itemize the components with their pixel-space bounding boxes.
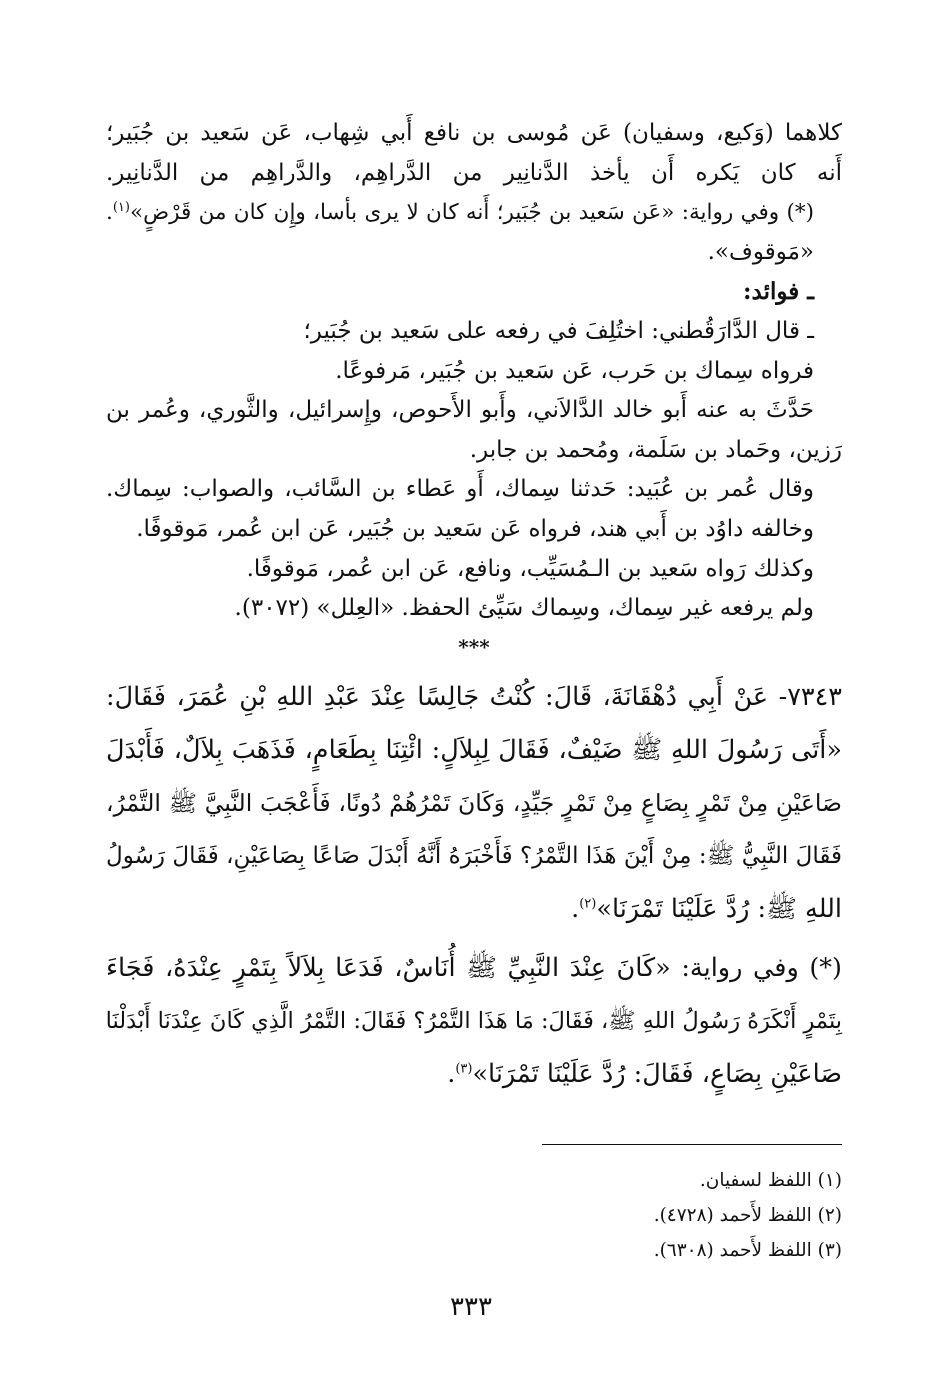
hadith-text: اللهِ ﷺ: رُدَّ عَلَيْنَا تَمْرَنَا»: [596, 893, 842, 924]
hadith-line: [106, 883, 842, 936]
text-line: «مَوقوف».: [707, 238, 814, 265]
page-number: ٣٣٣: [450, 1292, 492, 1322]
text-line: وقال عُمر بن عُبَيد: حَدثنا سِماك، أَو عَطاء بن السَّائب، والصواب: سِماك.: [106, 476, 814, 503]
text-line: أَنه كان يَكره أَن يأخذ الدَّنانِير من الدَّراهِم، والدَّراهِم من الدَّنانِير.: [106, 159, 842, 186]
footnote: (١) اللفظ لسفيان.: [699, 1170, 842, 1191]
fawaid-heading: ـ فوائد:: [743, 278, 814, 306]
riwaya-text: (*) وفي رواية: «عَن سَعيد بن جُبَير؛ أَنه كان لا يرى بأسا، وإِن كان من قَرْضٍ»: [129, 200, 814, 226]
hadith-line: [106, 1048, 842, 1101]
text-line: كلاهما (وَكيع، وسفيان) عَن مُوسى بن نافع أَبي شِهاب، عَن سَعيد بن جُبَير؛: [106, 120, 842, 146]
hadith-line: «أَتَى رَسُولَ اللهِ ﷺ ضَيْفٌ، فَقَالَ لِبِلاَلٍ: ائْتِنَا بِطَعَامٍ، فَذَهَبَ بِلاَلٌ، فَأَبْدَلَ: [106, 734, 842, 765]
footnote: (٢) اللفظ لأَحمد (٤٧٢٨).: [653, 1205, 842, 1226]
footnote-separator: [542, 1144, 842, 1145]
text-line: حَدَّثَ به عنه أَبو خالد الدَّالاَني، وأَبو الأَحوص، وإِسرائيل، والثَّوري، وعُمر بن: [106, 397, 814, 424]
text-line: رَزين، وحَماد بن سَلَمة، ومُحمد بن جابر.: [469, 436, 842, 463]
hadith-text: صَاعَيْنِ بِصَاعٍ، فَقَالَ: رُدَّ عَلَيْنَا تَمْرَنَا»: [472, 1058, 842, 1089]
hadith-line: (*) وفي رواية: «كَانَ عِنْدَ النَّبِيِّ ﷺ أُنَاسٌ، فَدَعَا بِلاَلاً بِتَمْرٍ عِنْدَهُ، فَجَاءَ: [106, 952, 842, 983]
footnote-ref: (١): [112, 200, 130, 216]
period: .: [571, 893, 580, 924]
main-text: [106, 114, 842, 1101]
text-line: [106, 193, 842, 233]
hadith-line: بِتَمْرٍ أَنْكَرَهُ رَسُولُ اللهِ ﷺ، فَقَالَ: مَا هَذَا التَّمْرُ؟ فَقَالَ: التَّمْرُ الَّذِي كَانَ عِنْدَنَا أَبْدَلْنَا: [105, 1007, 842, 1034]
text-line: ولم يرفعه غير سِماك، وسِماك سَيِّئ الحفظ. «العِلل» (٣٠٧٢).: [234, 595, 814, 622]
footnote-ref: (٢): [579, 896, 597, 912]
section-separator-stars: ***: [458, 634, 490, 659]
hadith-line: فَقَالَ النَّبِيُّ ﷺ: مِنْ أَيْنَ هَذَا التَّمْرُ؟ فَأَخْبَرَهُ أَنَّهُ أَبْدَلَ صَاعًا بِصَاعَيْنِ، فَقَالَ رَسُولُ: [106, 842, 842, 869]
text-line: وكذلك رَواه سَعيد بن الـمُسَيِّب، ونافع، عَن ابن عُمر، مَوقوفًا.: [246, 555, 814, 582]
period: .: [106, 200, 113, 226]
text-line: فرواه سِماك بن حَرب، عَن سَعيد بن جُبَير، مَرفوعًا.: [335, 357, 814, 384]
hadith-line: صَاعَيْنِ مِنْ تَمْرٍ بِصَاعٍ مِنْ تَمْرٍ جَيِّدٍ، وَكَانَ تَمْرُهُمْ دُونًا، فَأَعْجَبَ النَّبِيَّ ﷺ التَّمْرُ،: [106, 788, 842, 817]
footnote: (٣) اللفظ لأَحمد (٦٣٠٨).: [653, 1240, 842, 1261]
hadith-line: ٧٣٤٣- عَنْ أَبِي دُهْقَانَةَ، قَالَ: كُنْتُ جَالِسًا عِنْدَ عَبْدِ اللهِ بْنِ عُمَرَ، فَقَالَ:: [106, 681, 842, 712]
footnote-ref: (٣): [455, 1061, 473, 1077]
period: .: [447, 1058, 456, 1089]
footnotes: [106, 1163, 842, 1268]
text-line: ـ قال الدَّارَقُطني: اختُلِفَ في رفعه على سَعيد بن جُبَير؛: [303, 317, 814, 344]
text-line: وخالفه داوُد بن أَبي هند، فرواه عَن سَعيد بن جُبَير، عَن ابن عُمر، مَوقوفًا.: [136, 515, 814, 542]
